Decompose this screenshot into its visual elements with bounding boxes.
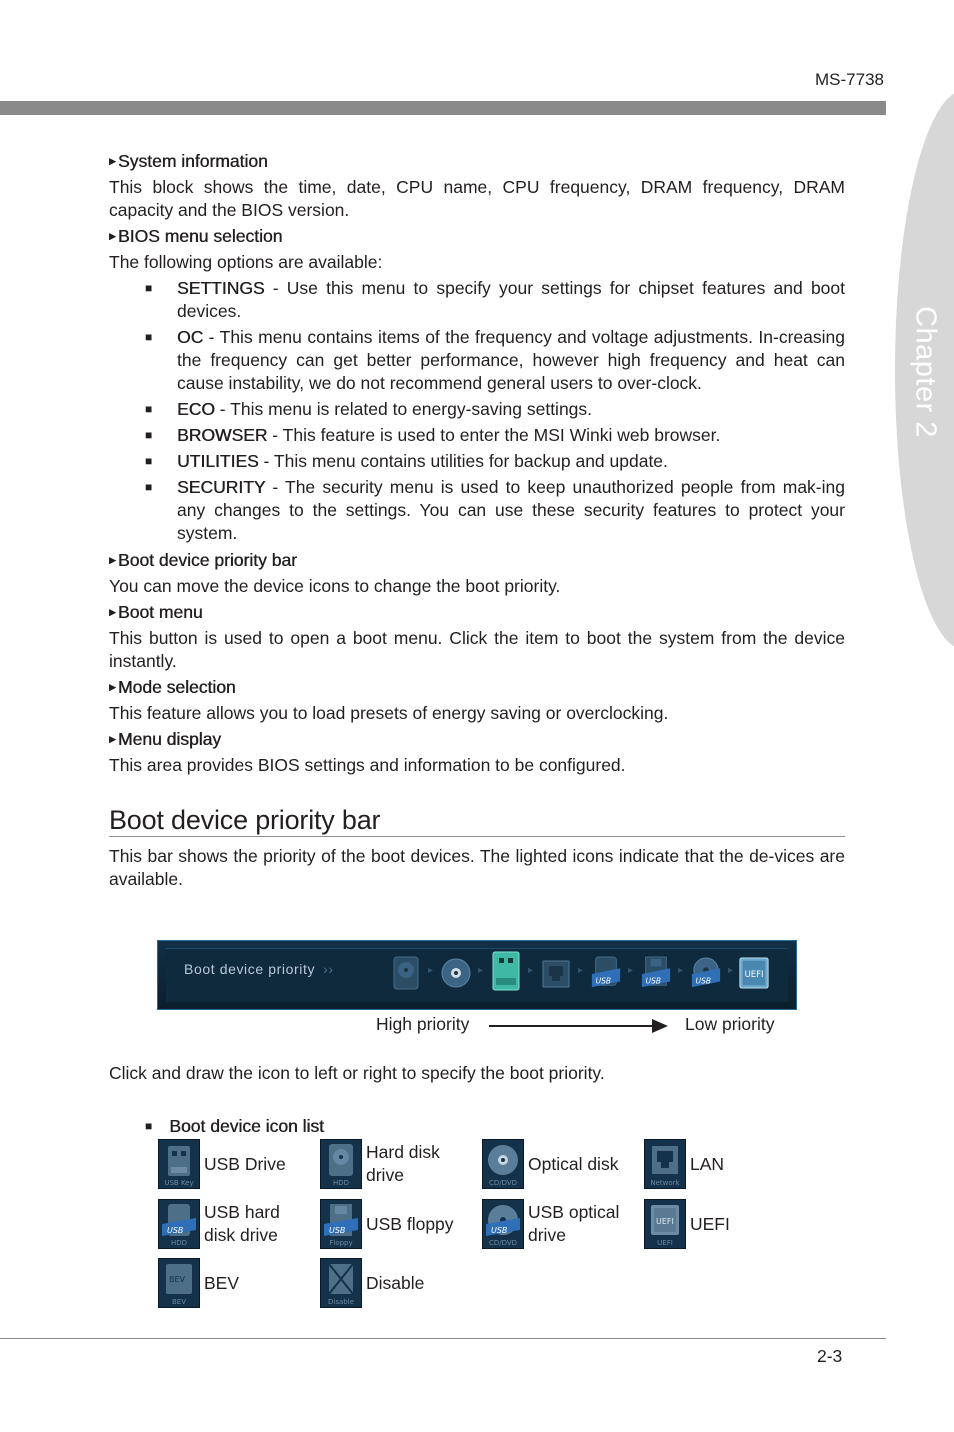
heading-system-information: ▶ System information <box>109 151 268 171</box>
lan-icon: Network <box>644 1139 686 1189</box>
chevron-right-icon: ▸ <box>678 965 684 976</box>
low-priority-label: Low priority <box>685 1014 775 1034</box>
usb-floppy-icon: USB Floppy <box>320 1199 362 1249</box>
square-bullet-icon: ■ <box>145 1119 153 1133</box>
chevron-right-icon: ▸ <box>578 965 584 976</box>
chapter-label: Chapter 2 <box>909 306 942 438</box>
svg-text:USB: USB <box>645 976 662 986</box>
device-label: Disable <box>366 1272 425 1293</box>
usb-drive-icon[interactable] <box>490 952 522 990</box>
usb-hdd-icon: USB HDD <box>158 1199 200 1249</box>
svg-text:UEFI: UEFI <box>744 968 764 979</box>
icon-list-heading: ■ Boot device icon list <box>145 1116 324 1136</box>
boot-priority-bar <box>157 940 797 1010</box>
paragraph: You can move the device icons to change the boot priority. <box>109 576 561 596</box>
priority-arrow <box>489 1025 657 1027</box>
device-usb-floppy <box>320 1199 454 1249</box>
usb-optical-icon[interactable] <box>690 954 722 992</box>
list-item: ■ BROWSER - This feature is used to enter the MSI Winki web browser. <box>145 425 721 445</box>
list-item: ■ OC - This menu contains items of the frequency and voltage adjustments. In-creasing the frequency can get better performance, however high frequency and heat can cause instability, we do not recommend general users to over-clock. <box>145 327 845 393</box>
square-bullet-icon: ■ <box>145 402 153 416</box>
svg-text:USB: USB <box>595 976 612 986</box>
heading-bios-menu-selection: ▶ BIOS menu selection <box>109 226 283 246</box>
lan-icon[interactable] <box>540 954 572 992</box>
heading-mode-selection: ▶ Mode selection <box>109 677 236 697</box>
square-bullet-icon: ■ <box>145 480 153 494</box>
svg-text:UEFI: UEFI <box>656 1217 674 1226</box>
arrow-right-icon <box>652 1019 668 1033</box>
device-label: USB optical drive <box>528 1202 620 1245</box>
hdd-icon[interactable] <box>390 954 422 992</box>
chevron-right-icon: ▸ <box>478 965 484 976</box>
heading-boot-device-priority-bar: ▶ Boot device priority bar <box>109 550 297 570</box>
usb-optical-icon: USB CD/DVD <box>482 1199 524 1249</box>
device-uefi <box>644 1199 730 1249</box>
footer-rule <box>0 1338 886 1339</box>
device-lan <box>644 1139 724 1189</box>
svg-text:USB: USB <box>329 1226 346 1235</box>
device-label: USB hard disk drive <box>204 1202 280 1245</box>
list-item: ■ ECO - This menu is related to energy-saving settings. <box>145 399 593 419</box>
bar-label: Boot device priority ›› <box>184 961 334 977</box>
device-usb-drive <box>158 1139 286 1189</box>
section-title: Boot device priority bar <box>109 809 845 837</box>
device-label: BEV <box>204 1272 240 1293</box>
paragraph: This bar shows the priority of the boot devices. The lighted icons indicate that the de-vices are available. <box>109 846 845 889</box>
paragraph: This button is used to open a boot menu. Click the item to boot the system from the device instantly. <box>109 628 845 671</box>
triangle-bullet-icon: ▶ <box>109 607 116 617</box>
device-label: LAN <box>690 1153 725 1174</box>
square-bullet-icon: ■ <box>145 454 153 468</box>
device-usb-hdd <box>158 1199 314 1249</box>
usb-floppy-icon[interactable] <box>640 954 672 992</box>
list-item: ■ SECURITY - The security menu is used to keep unauthorized people from mak-ing any changes to the settings. You can use these security features to protect your system. <box>145 477 845 543</box>
page-number: 2-3 <box>817 1346 843 1366</box>
model-number: MS-7738 <box>815 70 884 89</box>
uefi-icon: UEFI UEFI <box>644 1199 686 1249</box>
triangle-bullet-icon: ▶ <box>109 555 116 565</box>
triangle-bullet-icon: ▶ <box>109 682 116 692</box>
bev-icon: BEV BEV <box>158 1258 200 1308</box>
svg-text:USB: USB <box>491 1226 508 1235</box>
usb-drive-icon: USB Key <box>158 1139 200 1189</box>
chevron-right-icon: ▸ <box>728 965 734 976</box>
svg-text:USB: USB <box>167 1226 184 1235</box>
paragraph: This area provides BIOS settings and information to be configured. <box>109 755 626 775</box>
heading-menu-display: ▶ Menu display <box>109 729 222 749</box>
paragraph: This block shows the time, date, CPU name, CPU frequency, DRAM frequency, DRAM capacity and the BIOS version. <box>109 177 845 220</box>
device-optical-disk <box>482 1139 618 1189</box>
uefi-icon[interactable] <box>738 954 770 992</box>
svg-text:USB: USB <box>695 976 712 986</box>
svg-text:BEV: BEV <box>169 1275 186 1284</box>
square-bullet-icon: ■ <box>145 330 153 344</box>
device-usb-optical <box>482 1199 638 1249</box>
instruction-text: Click and draw the icon to left or right to specify the boot priority. <box>109 1063 605 1083</box>
chevron-right-icon: ▸ <box>628 965 634 976</box>
device-label: USB Drive <box>204 1153 286 1174</box>
triangle-bullet-icon: ▶ <box>109 231 116 241</box>
main-content <box>109 150 845 894</box>
list-item: ■ UTILITIES - This menu contains utilities for backup and update. <box>145 451 668 471</box>
disable-icon: Disable <box>320 1258 362 1308</box>
header-rule <box>0 101 886 115</box>
square-bullet-icon: ■ <box>145 281 153 295</box>
high-priority-label: High priority <box>376 1014 470 1034</box>
device-disable <box>320 1258 424 1308</box>
chevron-right-icon: ▸ <box>428 965 434 976</box>
triangle-bullet-icon: ▶ <box>109 734 116 744</box>
square-bullet-icon: ■ <box>145 428 153 442</box>
device-bev <box>158 1258 239 1308</box>
device-label: UEFI <box>690 1213 730 1234</box>
optical-disk-icon[interactable] <box>440 954 472 992</box>
optical-disk-icon: CD/DVD <box>482 1139 524 1189</box>
device-label: USB floppy <box>366 1213 454 1234</box>
list-item: ■ SETTINGS - Use this menu to specify your settings for chipset features and boot devices. <box>145 278 845 321</box>
chevron-right-icon: ▸ <box>528 965 534 976</box>
heading-boot-menu: ▶ Boot menu <box>109 602 203 622</box>
triangle-bullet-icon: ▶ <box>109 156 116 166</box>
paragraph: The following options are available: <box>109 252 383 272</box>
hdd-icon: HDD <box>320 1139 362 1189</box>
device-label: Hard disk drive <box>366 1142 440 1185</box>
device-label: Optical disk <box>528 1153 619 1174</box>
device-hard-disk <box>320 1139 476 1189</box>
paragraph: This feature allows you to load presets of energy saving or overclocking. <box>109 703 669 723</box>
usb-hdd-icon[interactable] <box>590 954 622 992</box>
bios-menu-list <box>109 277 845 545</box>
